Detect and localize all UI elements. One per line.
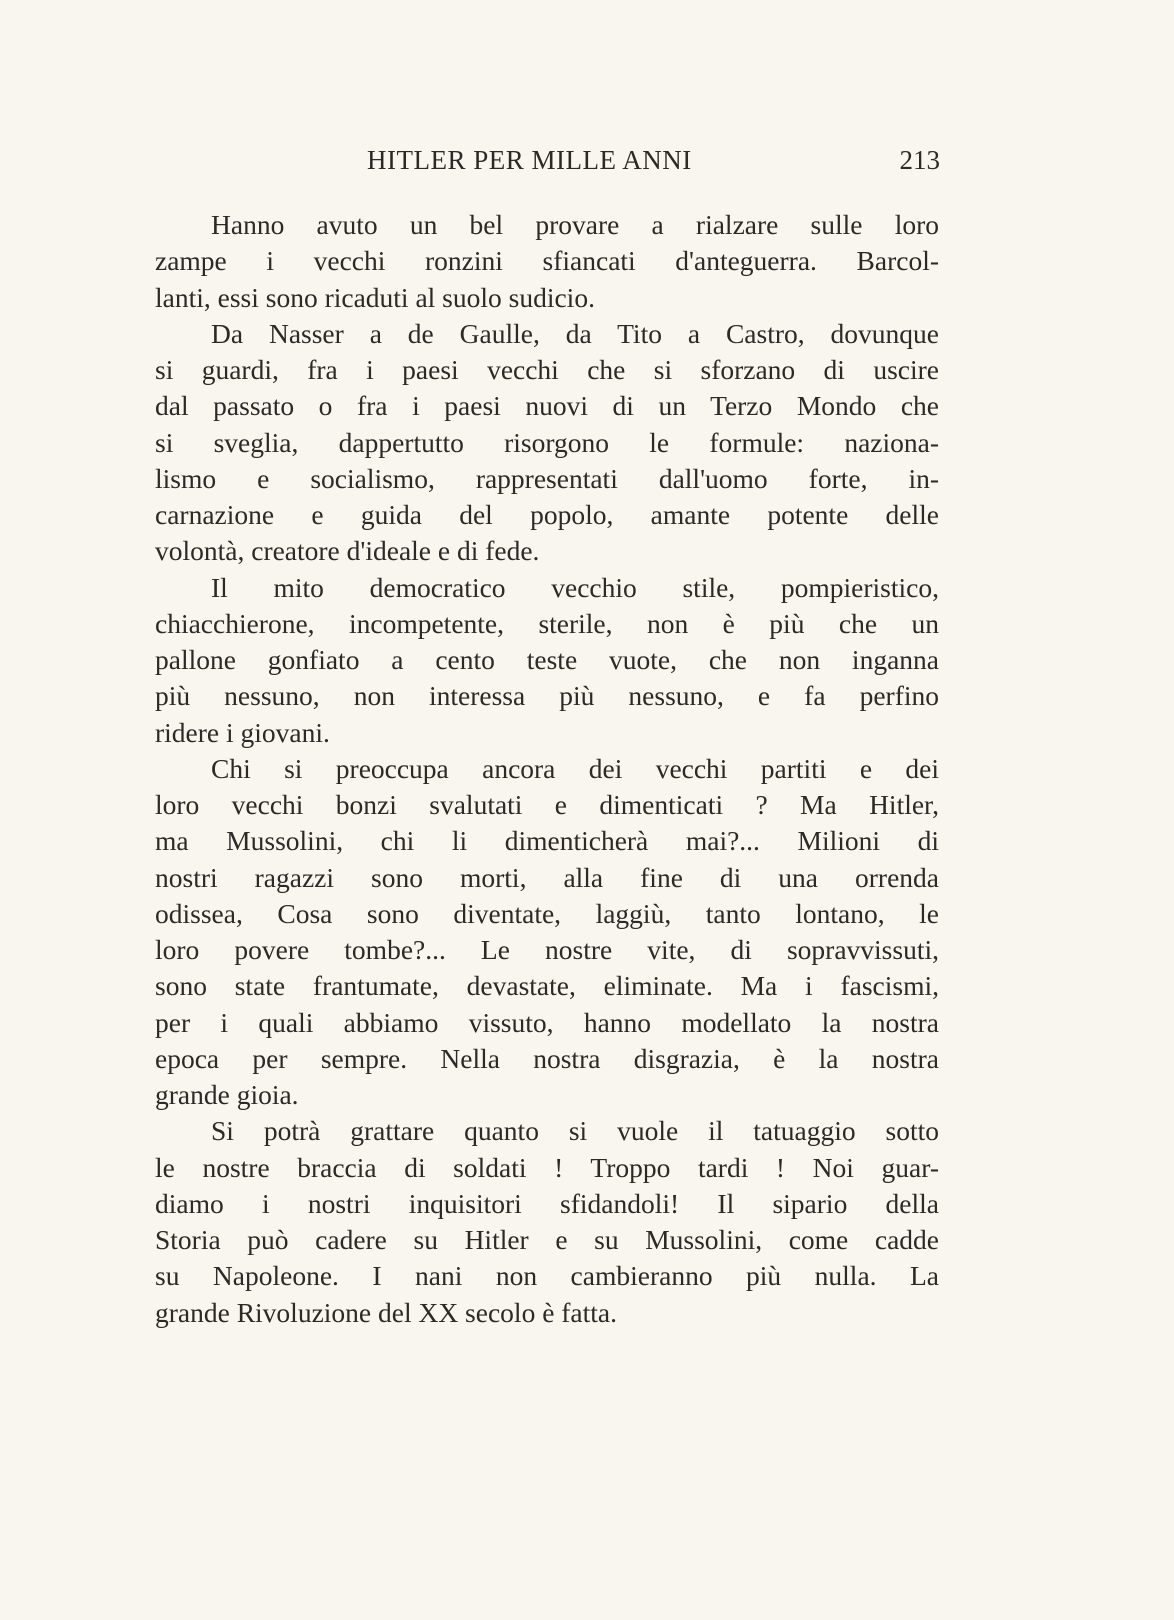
text-line: Chi si preoccupa ancora dei vecchi partiti e dei — [211, 752, 939, 784]
paragraph-5 — [155, 1113, 939, 1331]
text-line: si sveglia, dappertutto risorgono le formule: naziona- — [155, 426, 939, 458]
text-line: volontà, creatore d'ideale e di fede. — [155, 535, 540, 567]
text-line: nostri ragazzi sono morti, alla fine di una orrenda — [155, 861, 939, 893]
text-line: lismo e socialismo, rappresentati dall'uomo forte, in- — [155, 462, 939, 494]
text-line: più nessuno, non interessa più nessuno, e fa perfino — [155, 680, 939, 712]
text-line: pallone gonfiato a cento teste vuote, che non inganna — [155, 644, 939, 675]
text-line: si guardi, fra i paesi vecchi che si sforzano di uscire — [155, 354, 939, 385]
text-line: lanti, essi sono ricaduti al suolo sudicio. — [155, 281, 595, 313]
text-line: dal passato o fra i paesi nuovi di un Terzo Mondo che — [155, 390, 939, 422]
text-line: loro vecchi bonzi svalutati e dimenticati ? Ma Hitler, — [155, 789, 939, 820]
text-line: Hanno avuto un bel provare a rialzare sulle loro — [211, 209, 939, 240]
text-line: Da Nasser a de Gaulle, da Tito a Castro, dovunque — [211, 317, 939, 349]
text-line: zampe i vecchi ronzini sfiancati d'anteguerra. Barcol- — [155, 245, 939, 277]
text-line: Si potrà grattare quanto si vuole il tatuaggio sotto — [211, 1115, 939, 1147]
text-line: Storia può cadere su Hitler e su Mussolini, come cadde — [155, 1224, 939, 1255]
text-line: odissea, Cosa sono diventate, laggiù, tanto lontano, le — [155, 897, 939, 929]
text-line: Il mito democratico vecchio stile, pompieristico, — [211, 571, 939, 603]
text-line: epoca per sempre. Nella nostra disgrazia, è la nostra — [155, 1042, 939, 1074]
running-head — [150, 140, 940, 180]
paragraph-3 — [155, 570, 939, 751]
body-text — [155, 207, 939, 1331]
text-line: su Napoleone. I nani non cambieranno più nulla. La — [155, 1260, 939, 1292]
page-number: 213 — [899, 145, 940, 175]
paragraph-1 — [155, 207, 939, 316]
text-line: ma Mussolini, chi li dimenticherà mai?... Milioni di — [155, 825, 939, 857]
text-line: chiacchierone, incompetente, sterile, non è più che un — [155, 607, 939, 639]
text-line: le nostre braccia di soldati ! Troppo tardi ! Noi guar- — [155, 1151, 939, 1183]
text-line: ridere i giovani. — [155, 716, 330, 748]
text-line: grande gioia. — [155, 1079, 299, 1110]
paragraph-2 — [155, 316, 939, 570]
paragraph-4 — [155, 751, 939, 1114]
text-line: grande Rivoluzione del XX secolo è fatta. — [155, 1296, 617, 1328]
text-line: carnazione e guida del popolo, amante potente delle — [155, 499, 939, 530]
running-title: HITLER PER MILLE ANNI — [367, 145, 692, 175]
text-line: per i quali abbiamo vissuto, hanno modellato la nostra — [155, 1006, 939, 1038]
text-line: sono state frantumate, devastate, eliminate. Ma i fascismi, — [155, 970, 939, 1002]
text-line: loro povere tombe?... Le nostre vite, di sopravvissuti, — [155, 934, 939, 965]
text-line: diamo i nostri inquisitori sfidandoli! Il sipario della — [155, 1187, 939, 1219]
